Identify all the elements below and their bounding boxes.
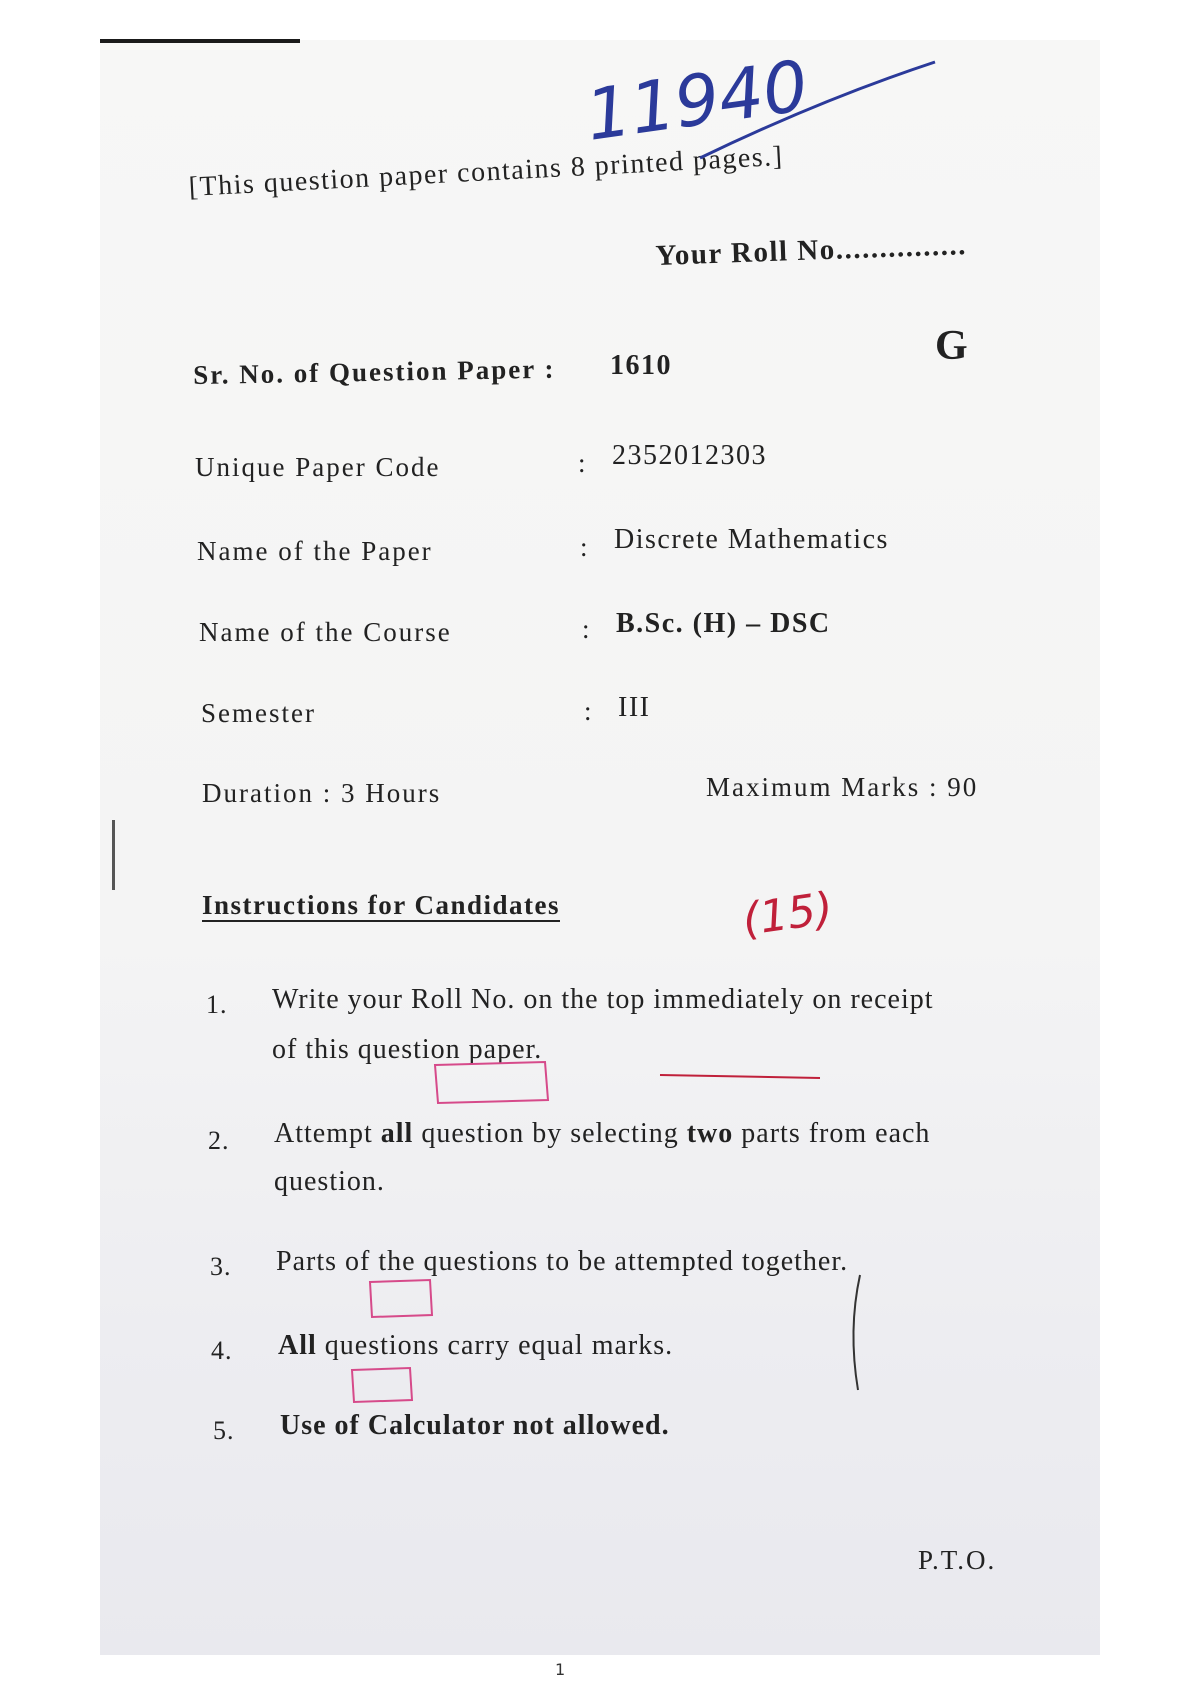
upc-colon: : [578, 448, 586, 478]
instruction-text: All questions carry equal marks. [278, 1330, 674, 1361]
paper-value: Discrete Mathematics [614, 524, 889, 555]
semester-value: III [618, 692, 651, 723]
instruction-text: Write your Roll No. on the top immediately on receipt [272, 984, 934, 1015]
roll-number-field: Your Roll No............... [655, 229, 968, 272]
pencil-bracket [853, 1275, 860, 1390]
circled-marks: (15) [739, 882, 836, 946]
printed-pages-note: [This question paper contains 8 printed pages.] [188, 140, 785, 203]
instruction-text: Parts of the questions to be attempted together. [276, 1246, 849, 1277]
instruction-text: of this question paper. [272, 1034, 543, 1065]
item-number: 1. [206, 990, 228, 1019]
series-letter: G [935, 323, 968, 369]
semester-label: Semester [201, 698, 316, 728]
paper-label: Name of the Paper [197, 536, 433, 566]
page-number: 1 [555, 1660, 566, 1679]
upc-value: 2352012303 [612, 440, 767, 471]
instruction-text: Attempt all question by selecting two parts from each [274, 1118, 931, 1149]
handwritten-number: 11940 [580, 44, 813, 157]
pink-box-mark [435, 1062, 548, 1103]
red-stroke [660, 1075, 820, 1078]
paper-colon: : [580, 532, 588, 562]
item-number: 3. [210, 1252, 232, 1281]
item-number: 4. [211, 1336, 233, 1365]
pink-box-mark [370, 1280, 432, 1317]
course-label: Name of the Course [199, 617, 452, 647]
max-marks: Maximum Marks : 90 [706, 772, 979, 802]
upc-label: Unique Paper Code [195, 452, 441, 482]
instruction-text: question. [274, 1166, 385, 1197]
course-value: B.Sc. (H) – DSC [616, 608, 831, 639]
duration: Duration : 3 Hours [202, 778, 442, 808]
sr-no-label: Sr. No. of Question Paper : [193, 353, 556, 390]
item-number: 5. [213, 1416, 235, 1445]
semester-colon: : [584, 696, 592, 726]
pink-box-mark [352, 1368, 412, 1402]
item-number: 2. [208, 1126, 230, 1155]
sr-no-value: 1610 [610, 350, 672, 381]
instruction-text: Use of Calculator not allowed. [280, 1410, 670, 1441]
pto-label: P.T.O. [918, 1545, 997, 1575]
instructions-title: Instructions for Candidates [202, 890, 561, 920]
course-colon: : [582, 614, 590, 644]
